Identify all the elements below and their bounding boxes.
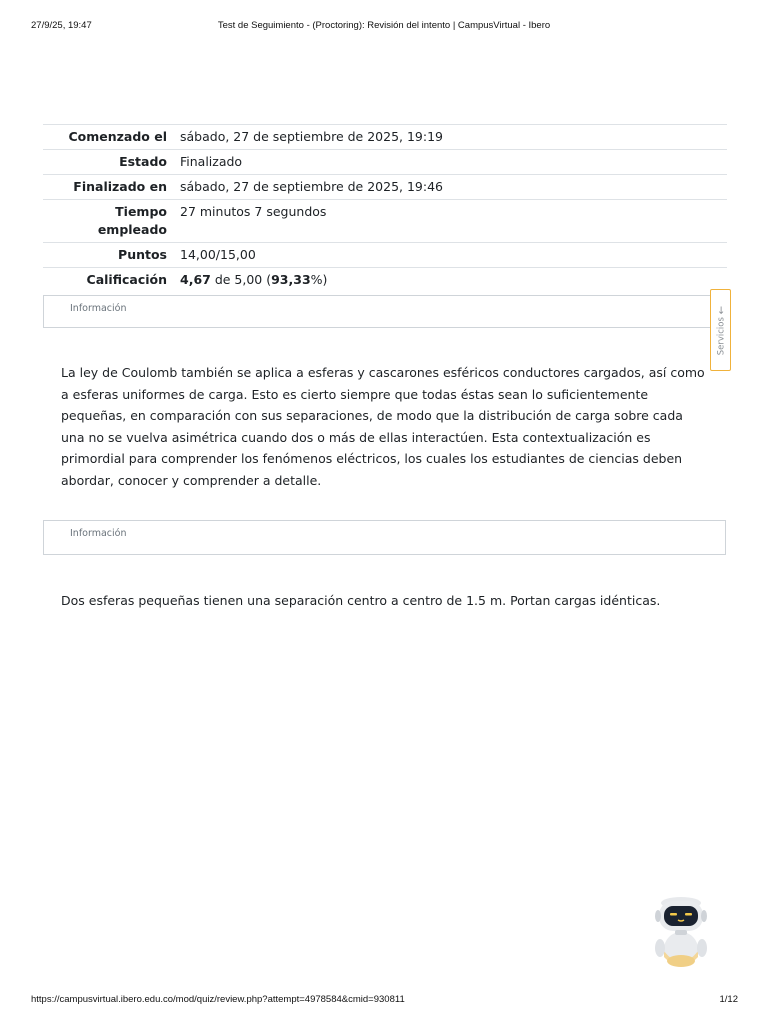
servicios-tab-content [715,305,726,356]
grade-end: %) [310,272,328,287]
info-box [43,295,726,328]
print-url: https://campusvirtual.ibero.edu.co/mod/quiz/review.php?attempt=4978584&cmid=930811 [31,994,405,1005]
summary-row-estado [43,150,727,175]
summary-label: Estado [119,154,167,169]
summary-row-comenzado [43,125,727,150]
summary-value: sábado, 27 de septiembre de 2025, 19:46 [180,179,443,194]
summary-label-line: Tiempo [115,204,167,219]
info-box [43,520,726,555]
summary-label [43,200,173,243]
summary-label-line: empleado [97,222,167,237]
info-text: Dos esferas pequeñas tienen una separación centro a centro de 1.5 m. Portan cargas idénticas. [61,593,661,608]
info-label: Información [70,303,127,314]
robot-assistant-icon[interactable] [650,893,712,971]
grade-mid: de 5,00 ( [210,272,272,287]
print-page-title: Test de Seguimiento - (Proctoring): Revisión del intento | CampusVirtual - Ibero [217,20,551,31]
servicios-tab[interactable] [710,289,731,371]
summary-label: Finalizado en [73,179,167,194]
servicios-label: Servicios [715,317,726,356]
summary-value: Finalizado [180,154,243,169]
print-datetime: 27/9/25, 19:47 [31,20,92,31]
summary-value: sábado, 27 de septiembre de 2025, 19:19 [180,129,443,144]
summary-label: Comenzado el [68,129,167,144]
info-label: Información [70,528,127,539]
print-header [0,18,768,34]
info-text: La ley de Coulomb también se aplica a esferas y cascarones esféricos conductores cargados, así como a esferas uniformes de carga. Esto es cierto siempre que todas éstas sean lo suficientemente pequeñas, en comparación con sus separaciones, de modo que la distribución de carga sobre cada una no se vuelva asimétrica cuando dos o más de ellas interactúen. Esta contextualización es primordial para comprender los fenómenos eléctricos, los cuales los estudiantes de ciencias deben abordar, conocer y comprender a detalle. [61,365,705,488]
print-footer [0,992,768,1008]
summary-row-tiempo [43,200,727,243]
summary-value: 14,00/15,00 [180,247,256,262]
print-page-number: 1/12 [719,994,738,1005]
summary-label: Puntos [118,247,167,262]
attempt-summary-table [43,124,727,292]
summary-row-puntos [43,243,727,268]
summary-row-finalizado [43,175,727,200]
grade-value: 4,67 [180,272,211,287]
arrow-right-icon: ↑ [716,303,725,315]
summary-row-calificacion [43,268,727,293]
grade-percent: 93,33 [271,272,311,287]
summary-value [173,268,727,293]
summary-label: Calificación [86,272,167,287]
summary-value: 27 minutos 7 segundos [180,204,327,219]
